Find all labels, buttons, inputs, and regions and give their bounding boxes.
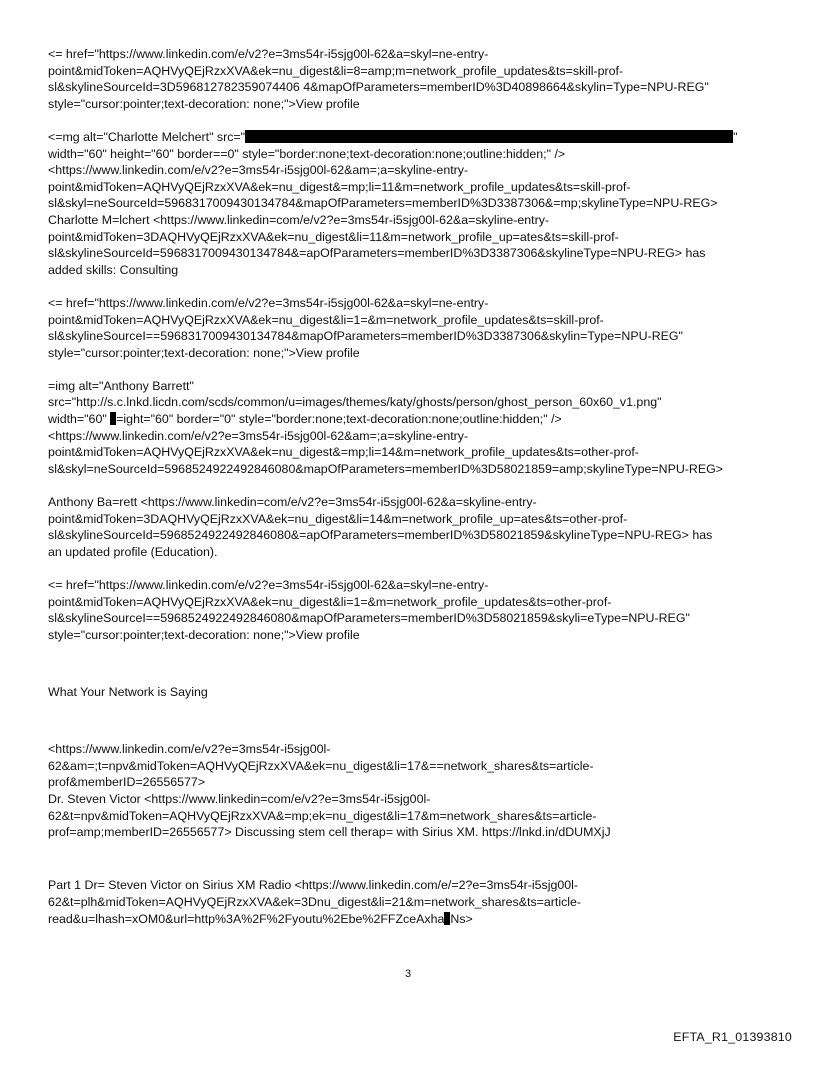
text-line: point&midToken=AQHVyQEjRzxXVA&ek=nu_digest&li=8=amp;m=network_profile_updates&ts=skill-prof- (48, 63, 624, 78)
text-line: an updated profile (Education). (48, 544, 218, 559)
text-line: point&midToken=AQHVyQEjRzxXVA&ek=nu_digest&=mp;li=11&m=network_profile_updates&ts=skill-prof- (48, 179, 631, 194)
view-profile-link-2 (48, 295, 778, 361)
text-line: sl&skylineSourceId=5968317009430134784&=apOfParameters=memberID%3D3387306&skylineType=NPU-REG> has (48, 246, 706, 261)
text-line: 62&t=plh&midToken=AQHVyQEjRzxXVA&ek=3Dnu_digest&li=21&m=network_shares&ts=article- (48, 894, 582, 909)
redaction-bar (245, 130, 733, 143)
text-line: prof=amp;memberID=26556577> Discussing stem cell therap= with Sirius XM. https://lnkd.in/dDUMXjJ (48, 825, 611, 840)
text-fragment: Ns> (450, 911, 473, 926)
text-line: point&midToken=3DAQHVyQEjRzxXVA&ek=nu_digest&li=14&m=network_profile_up=ates&ts=other-prof- (48, 511, 628, 526)
text-line: sl&skyl=neSourceId=5968317009430134784&mapOfParameters=memberID%3D3387306&=mp;skylineType=NPU-REG> (48, 196, 718, 211)
text-fragment: " (733, 129, 738, 144)
anthony-barrett-image (48, 378, 778, 478)
page-number: 3 (404, 968, 412, 980)
text-line (48, 411, 778, 428)
text-line: prof&memberID=26556577> (48, 775, 206, 790)
text-fragment: read&u=lhash=xOM0&url=http%3A%2F%2Fyoutu%2Ebe%2FFZceAxha (48, 911, 445, 926)
document-body (48, 46, 778, 944)
text-line: point&midToken=AQHVyQEjRzxXVA&ek=nu_digest&li=1=&m=network_profile_updates&ts=other-prof- (48, 594, 612, 609)
text-line: 62&t=npv&midToken=AQHVyQEjRzxXVA&=mp;ek=nu_digest&li=17&m=network_shares&ts=article- (48, 808, 597, 823)
text-line: Part 1 Dr= Steven Victor on Sirius XM Radio <https://www.linkedin.com/e/=2?e=3ms54r-i5sjg00l- (48, 878, 579, 893)
text-line: <https://www.linkedin.com/e/v2?e=3ms54r-i5sjg00l- (48, 742, 331, 757)
text-line (48, 129, 778, 146)
sirius-xm-part-1 (48, 877, 778, 927)
text-line: src="http://s.c.lnkd.licdn.com/scds/common/u=images/themes/katy/ghosts/person/ghost_person_60x60_v1.png" (48, 395, 662, 410)
text-fragment: width="60" (48, 412, 111, 427)
view-profile-link-3 (48, 577, 778, 643)
text-line (48, 911, 778, 928)
view-profile-link-1 (48, 46, 778, 112)
text-line: point&midToken=AQHVyQEjRzxXVA&ek=nu_digest&=mp;li=14&m=network_profile_updates&ts=other-prof- (48, 445, 639, 460)
section-heading: What Your Network is Saying (48, 684, 208, 699)
text-line: style="cursor:pointer;text-decoration: none;">View profile (48, 345, 360, 360)
text-line: <https://www.linkedin.com/e/v2?e=3ms54r-i5sjg00l-62&am=;a=skyline-entry- (48, 428, 469, 443)
text-line: style="cursor:pointer;text-decoration: none;">View profile (48, 627, 360, 642)
text-line: added skills: Consulting (48, 262, 179, 277)
text-line: style="cursor:pointer;text-decoration: none;">View profile (48, 96, 360, 111)
text-line: sl&skylineSourceI==5968524922492846080&mapOfParameters=memberID%3D58021859&skyli=eType=NPU-REG" (48, 611, 690, 626)
network-share-steven-victor (48, 741, 778, 841)
text-fragment: <=mg alt="Charlotte Melchert" src=" (48, 129, 246, 144)
text-line: =img alt="Anthony Barrett" (48, 378, 194, 393)
text-fragment: =ight="60" border="0" style="border:none;text-decoration:none;outline:hidden;" /> (116, 412, 562, 427)
text-line: <= href="https://www.linkedin.com/e/v2?e=3ms54r-i5sjg00l-62&a=skyl=ne-entry- (48, 578, 489, 592)
text-line: sl&skylineSourceI==5968317009430134784&mapOfParameters=memberID%3D3387306&skylin=Type=NPU-REG" (48, 329, 683, 344)
text-line: point&midToken=AQHVyQEjRzxXVA&ek=nu_digest&li=1=&m=network_profile_updates&ts=skill-prof- (48, 312, 604, 327)
text-line: Charlotte M=lchert <https://www.linkedin=com/e/v2?e=3ms54r-i5sjg00l-62&a=skyline-entry- (48, 212, 550, 227)
text-line: width="60" height="60" border==0" style="border:none;text-decoration:none;outline:hidden;" /> (48, 146, 566, 161)
text-line: <= href="https://www.linkedin.com/e/v2?e=3ms54r-i5sjg00l-62&a=skyl=ne-entry- (48, 295, 489, 310)
text-line: sl&skylineSourceId=5968524922492846080&=apOfParameters=memberID%3D58021859&skylineType=NPU-REG> has (48, 528, 713, 543)
text-line: sl&skylineSourceId=3D596812782359074406 4&mapOfParameters=memberID%3D40898664&skylin=Type=NPU-REG" (48, 80, 709, 95)
text-line: 62&am=;t=npv&midToken=AQHVyQEjRzxXVA&ek=nu_digest&li=17&==network_shares&ts=article- (48, 758, 594, 773)
text-line: <https://www.linkedin.com/e/v2?e=3ms54r-i5sjg00l-62&am=;a=skyline-entry- (48, 163, 469, 178)
text-line: point&midToken=3DAQHVyQEjRzxXVA&ek=nu_digest&li=11&m=network_profile_up=ates&ts=skill-prof- (48, 229, 619, 244)
text-line: Dr. Steven Victor <https://www.linkedin=com/e/v2?e=3ms54r-i5sjg00l- (48, 791, 431, 806)
text-line: Anthony Ba=rett <https://www.linkedin=com/e/v2?e=3ms54r-i5sjg00l-62&a=skyline-entry- (48, 495, 537, 510)
anthony-barrett-update (48, 494, 778, 560)
bates-number: EFTA_R1_01393810 (673, 1030, 792, 1044)
text-line: sl&skyl=neSourceId=5968524922492846080&mapOfParameters=memberID%3D58021859=amp;skylineType=NPU-REG> (48, 461, 723, 476)
charlotte-melchert-update (48, 129, 778, 278)
text-line: <= href="https://www.linkedin.com/e/v2?e=3ms54r-i5sjg00l-62&a=skyl=ne-entry- (48, 47, 489, 61)
